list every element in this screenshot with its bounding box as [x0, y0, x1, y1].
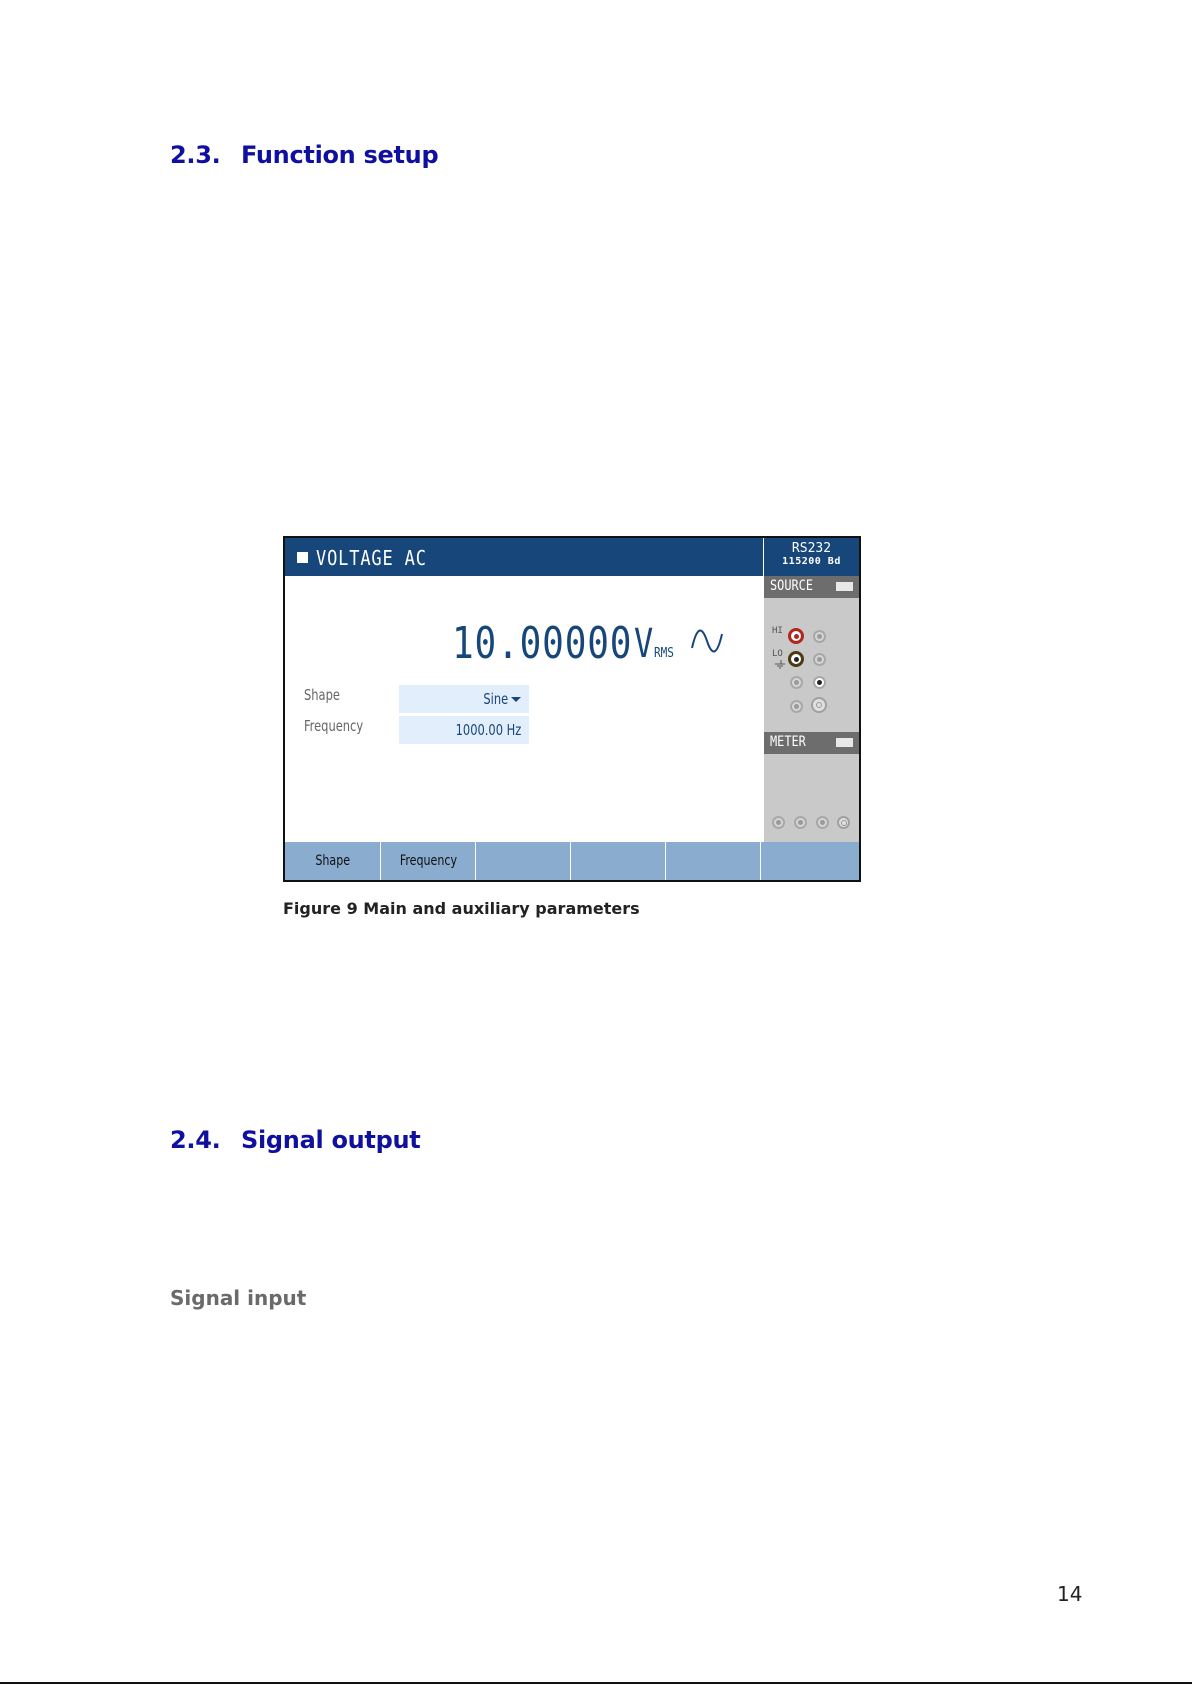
- chevron-down-icon: [511, 697, 521, 702]
- meter-label: METER: [770, 734, 806, 750]
- active-terminal-jack: [813, 676, 826, 689]
- page-bottom-rule: [0, 1682, 1192, 1684]
- terminal-jack: [790, 700, 803, 713]
- screen-titlebar: [285, 538, 763, 576]
- meter-terminal-jack: [772, 816, 785, 829]
- unit-main: V: [634, 621, 654, 667]
- comm-status: [763, 538, 859, 576]
- comm-baud: 115200 Bd: [782, 556, 841, 567]
- meter-bnc-jack: [837, 816, 850, 829]
- param-label-frequency: Frequency: [304, 717, 364, 735]
- source-panel-header: [764, 576, 859, 598]
- softkey-5[interactable]: [666, 842, 761, 880]
- section-title: Signal output: [241, 1126, 421, 1154]
- sine-wave-icon: [690, 624, 724, 658]
- section-title: Function setup: [241, 141, 439, 169]
- figure-caption: Figure 9 Main and auxiliary parameters: [283, 899, 640, 918]
- ground-icon: [772, 660, 786, 670]
- terminal-jack: [813, 630, 826, 643]
- terminal-panel: [763, 576, 859, 842]
- terminal-jack: [790, 676, 803, 689]
- softkey-frequency[interactable]: Frequency: [381, 842, 476, 880]
- frequency-field[interactable]: [399, 716, 529, 744]
- meter-terminal-jack: [794, 816, 807, 829]
- unit-sub: RMS: [654, 646, 674, 661]
- softkey-6[interactable]: [761, 842, 859, 880]
- lo-terminal-jack: [788, 651, 804, 667]
- frequency-value: 1000.00 Hz: [455, 721, 521, 739]
- source-label: SOURCE: [770, 578, 813, 594]
- section-number: 2.4.: [170, 1126, 221, 1154]
- section-heading-function-setup: [170, 141, 438, 169]
- bnc-terminal-jack: [811, 697, 827, 713]
- section-heading-signal-output: [170, 1126, 420, 1154]
- shape-dropdown[interactable]: [399, 685, 529, 713]
- source-indicator: [836, 582, 853, 591]
- subheading-signal-input: Signal input: [170, 1286, 307, 1310]
- hi-label: HI: [772, 626, 783, 636]
- lo-label: LO: [772, 649, 783, 659]
- instrument-screen: [283, 536, 861, 882]
- meter-indicator: [836, 738, 853, 747]
- meter-panel-header: [764, 732, 859, 754]
- softkey-3[interactable]: [476, 842, 571, 880]
- main-value: 10.00000: [452, 618, 633, 669]
- terminal-jack: [813, 653, 826, 666]
- comm-port: RS232: [791, 541, 832, 556]
- shape-value: Sine: [483, 690, 508, 708]
- title-square-icon: [297, 552, 308, 563]
- hi-terminal-jack: [788, 628, 804, 644]
- softkey-shape[interactable]: Shape: [285, 842, 381, 880]
- meter-terminal-jack: [816, 816, 829, 829]
- page-number: 14: [1057, 1582, 1083, 1606]
- softkey-4[interactable]: [571, 842, 666, 880]
- softkey-bar: [285, 842, 859, 880]
- function-title: VOLTAGE AC: [316, 546, 427, 570]
- param-label-shape: Shape: [304, 686, 340, 704]
- section-number: 2.3.: [170, 141, 221, 169]
